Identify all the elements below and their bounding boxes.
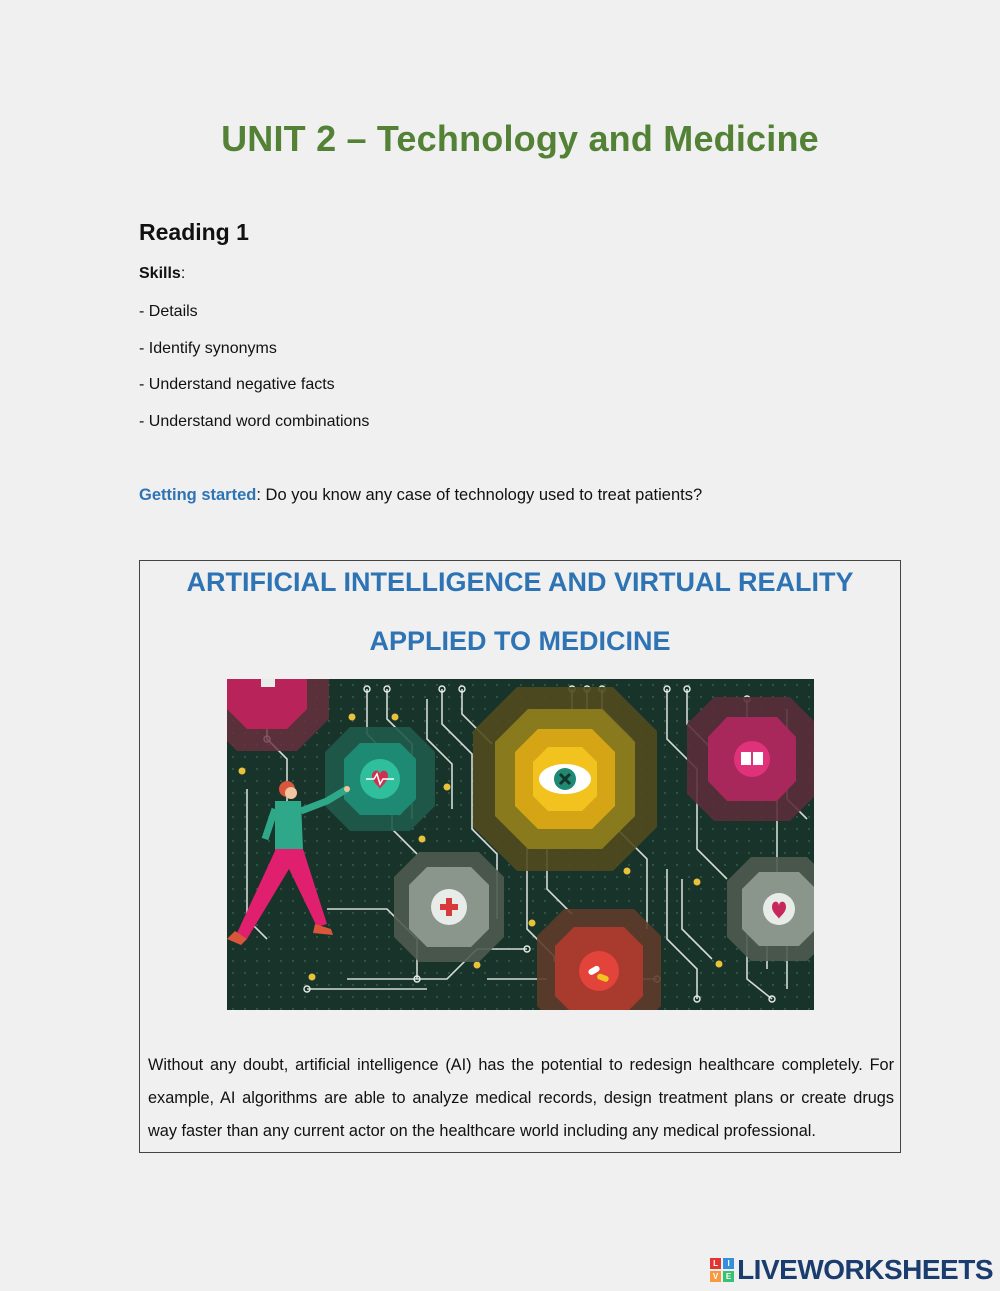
liveworksheets-logo-icon (710, 1258, 734, 1282)
skills-list (139, 302, 369, 448)
liveworksheets-brand[interactable] (710, 1254, 993, 1286)
article-title-line1: ARTIFICIAL INTELLIGENCE AND VIRTUAL REALITY (186, 567, 854, 597)
article-title-line2: APPLIED TO MEDICINE (369, 626, 671, 656)
article-box (139, 560, 901, 1153)
logo-letter: V (710, 1271, 721, 1282)
page-title: UNIT 2 – Technology and Medicine (221, 118, 819, 159)
reading-heading: Reading 1 (139, 219, 249, 245)
skill-item: - Understand word combinations (139, 412, 370, 430)
skills-colon: : (180, 265, 186, 282)
logo-letter: L (710, 1258, 721, 1269)
brand-name: LIVEWORKSHEETS (737, 1254, 993, 1285)
skill-item: - Identify synonyms (139, 339, 277, 357)
getting-started-question: : Do you know any case of technology used to treat patients? (256, 486, 703, 504)
skills-label: Skills (139, 265, 181, 282)
skill-item: - Understand negative facts (139, 376, 335, 393)
ai-medicine-illustration (227, 679, 814, 1010)
logo-letter: I (723, 1258, 734, 1269)
getting-started (139, 486, 702, 505)
skill-item: - Details (139, 303, 198, 320)
logo-letter: E (723, 1271, 734, 1282)
getting-started-label: Getting started (139, 486, 257, 504)
article-body: Without any doubt, artificial intelligence (AI) has the potential to redesign healthcare completely. For example, AI algorithms are able to analyze medical records, design treatment plans or create drugs way faster than any current actor on the healthcare world including any medical professional. (148, 1056, 894, 1140)
skills-label-line (139, 265, 185, 283)
